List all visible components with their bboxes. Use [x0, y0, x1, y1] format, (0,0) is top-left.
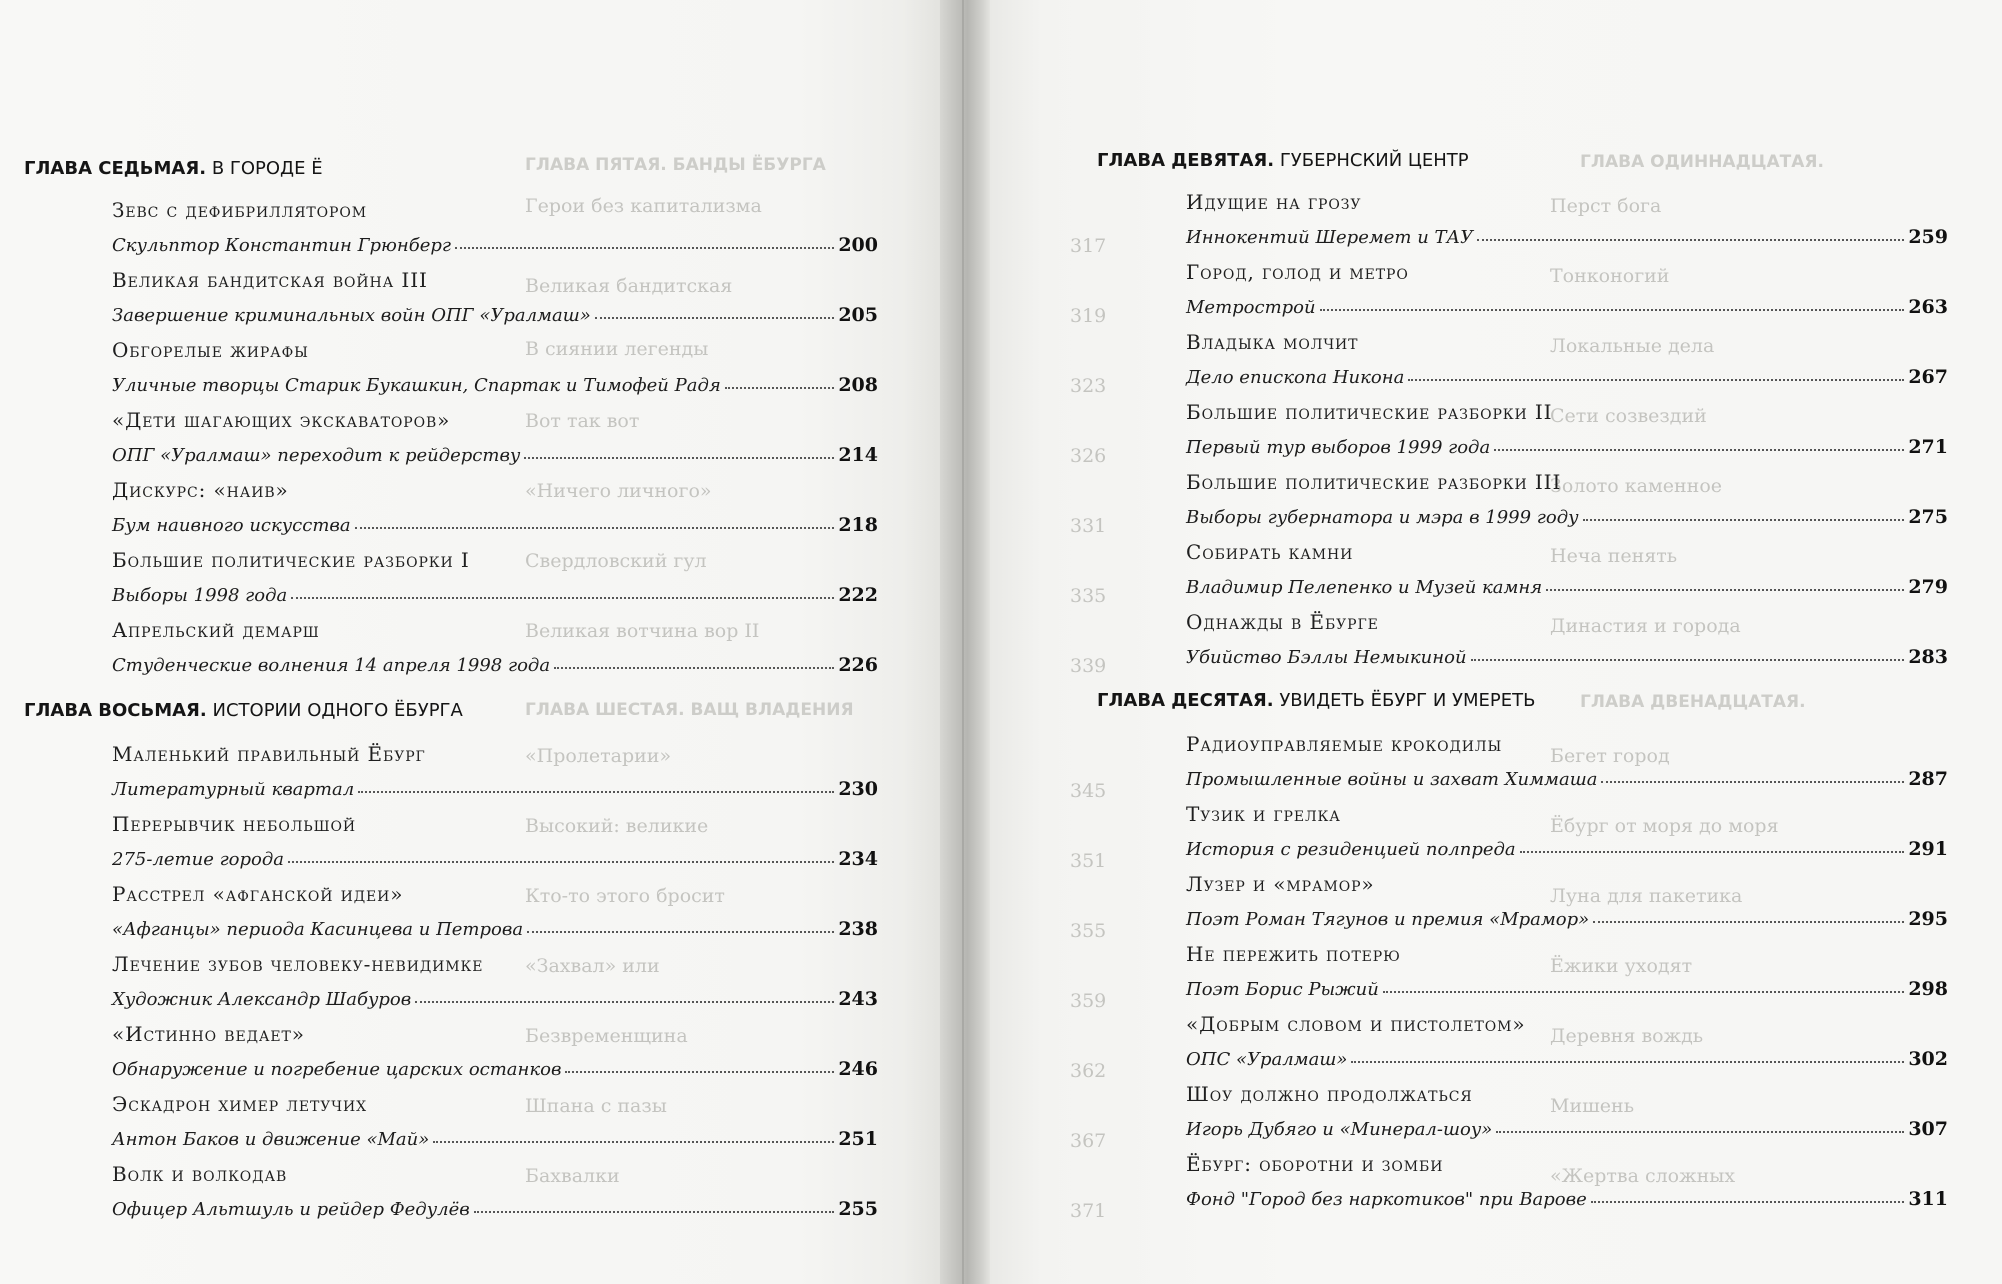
- show-through-text: 355: [1070, 920, 1107, 942]
- entry-subtitle: Поэт Роман Тягунов и премия «Мрамор»: [1186, 909, 1590, 930]
- page-number: 295: [1908, 908, 1948, 930]
- toc-entry[interactable]: [1186, 730, 1948, 790]
- leader-dots: [1477, 239, 1904, 241]
- show-through-text: Перст бога: [1550, 195, 1662, 217]
- entry-subtitle: ОПГ «Уралмаш» переходит к рейдерству: [112, 445, 521, 466]
- chapter-title: В ГОРОДЕ Ё: [211, 158, 323, 179]
- show-through-text: Локальные дела: [1550, 335, 1715, 357]
- toc-entry[interactable]: [112, 266, 878, 326]
- toc-entry[interactable]: [112, 880, 878, 940]
- page-number: 234: [838, 848, 878, 870]
- entry-title: Зевс с дефибриллятором: [112, 198, 367, 222]
- entry-subtitle: Игорь Дубяго и «Минерал-шоу»: [1186, 1119, 1493, 1140]
- page-number: 267: [1908, 366, 1948, 388]
- entry-subtitle: Убийство Бэллы Немыкиной: [1186, 647, 1467, 668]
- show-through-text: 367: [1070, 1130, 1107, 1152]
- show-through-text: Ёжики уходят: [1550, 955, 1693, 977]
- show-through-text: 326: [1070, 445, 1107, 467]
- page-number: 208: [838, 374, 878, 396]
- entry-subtitle: «Афганцы» периода Касинцева и Петрова: [112, 919, 524, 940]
- entry-title: Эскадрон химер летучих: [112, 1092, 367, 1116]
- leader-dots: [1383, 991, 1905, 993]
- show-through-text: 345: [1070, 780, 1107, 802]
- show-through-text: Золото каменное: [1550, 475, 1723, 497]
- page-number: 246: [838, 1058, 878, 1080]
- entry-title: Маленький правильный Ёбург: [112, 742, 426, 766]
- entry-subtitle: Литературный квартал: [112, 779, 355, 800]
- show-through-text: Безвременщина: [525, 1025, 688, 1047]
- show-through-text: Династия и города: [1550, 615, 1741, 637]
- page-number: 238: [838, 918, 878, 940]
- show-through-text: Свердловский гул: [525, 550, 707, 572]
- entry-title: Дискурс: «наив»: [112, 478, 289, 502]
- page-number: 259: [1908, 226, 1948, 248]
- entry-title: Обгорелые жирафы: [112, 338, 309, 362]
- leader-dots: [1546, 589, 1904, 591]
- entry-title: «Добрым словом и пистолетом»: [1186, 1012, 1526, 1036]
- toc-entry[interactable]: [112, 196, 878, 256]
- entry-title: Собирать камни: [1186, 540, 1354, 564]
- page-number: 283: [1908, 646, 1948, 668]
- left-page: [0, 0, 940, 1284]
- entry-title: Апрельский демарш: [112, 618, 320, 642]
- entry-title: Большие политические разборки II: [1186, 400, 1553, 424]
- entry-subtitle: Выборы 1998 года: [112, 585, 288, 606]
- entry-subtitle: Художник Александр Шабуров: [112, 989, 412, 1010]
- toc-entry[interactable]: [1186, 870, 1948, 930]
- leader-dots: [288, 861, 834, 863]
- page-number: 214: [838, 444, 878, 466]
- leader-dots: [1408, 379, 1904, 381]
- leader-dots: [1496, 1131, 1904, 1133]
- entry-subtitle: Метрострой: [1186, 297, 1316, 318]
- show-through-text: Тонконогий: [1550, 265, 1670, 287]
- entry-title: Владыка молчит: [1186, 330, 1359, 354]
- leader-dots: [358, 791, 834, 793]
- show-through-text: Мишень: [1550, 1095, 1635, 1117]
- entry-title: Большие политические разборки I: [112, 548, 470, 572]
- show-through-text: 359: [1070, 990, 1107, 1012]
- entry-subtitle: Фонд "Город без наркотиков" при Варове: [1186, 1189, 1587, 1210]
- toc-entry[interactable]: [112, 336, 878, 396]
- entry-subtitle: Скульптор Константин Грюнберг: [112, 235, 451, 256]
- entry-subtitle: 275-летие города: [112, 849, 285, 870]
- entry-title: Расстрел «афганской идеи»: [112, 882, 404, 906]
- entry-title: Город, голод и метро: [1186, 260, 1409, 284]
- entry-subtitle: Владимир Пелепенко и Музей камня: [1186, 577, 1543, 598]
- entry-subtitle: Иннокентий Шеремет и ТАУ: [1186, 227, 1474, 248]
- entry-subtitle: Промышленные войны и захват Химмаша: [1186, 769, 1598, 790]
- chapter-label: ГЛАВА ДЕСЯТАЯ.: [1097, 690, 1274, 711]
- leader-dots: [565, 1071, 834, 1073]
- page-number: 243: [838, 988, 878, 1010]
- leader-dots: [1320, 309, 1905, 311]
- show-through-text: «Пролетарии»: [525, 745, 672, 767]
- page-number: 263: [1908, 296, 1948, 318]
- show-through-text: Шпана с пазы: [525, 1095, 667, 1117]
- toc-entry[interactable]: [1186, 1010, 1948, 1070]
- toc-entry[interactable]: [1186, 328, 1948, 388]
- leader-dots: [1494, 449, 1904, 451]
- entry-subtitle: Студенческие волнения 14 апреля 1998 года: [112, 655, 551, 676]
- show-through-text: ГЛАВА ПЯТАЯ. БАНДЫ ЁБУРГА: [525, 155, 826, 175]
- show-through-text: Ёбург от моря до моря: [1550, 815, 1779, 837]
- show-through-text: ГЛАВА ШЕСТАЯ. ВАЩ ВЛАДЕНИЯ: [525, 700, 854, 720]
- leader-dots: [1471, 659, 1905, 661]
- page-number: 226: [838, 654, 878, 676]
- entry-title: Лечение зубов человеку-невидимке: [112, 952, 484, 976]
- leader-dots: [1520, 851, 1905, 853]
- leader-dots: [1601, 781, 1904, 783]
- toc-entry[interactable]: [1186, 398, 1948, 458]
- entry-subtitle: Обнаружение и погребение царских останков: [112, 1059, 562, 1080]
- entry-subtitle: Дело епископа Никона: [1186, 367, 1405, 388]
- show-through-text: 317: [1070, 235, 1107, 257]
- toc-entry[interactable]: [112, 406, 878, 466]
- show-through-text: Бегет город: [1550, 745, 1670, 767]
- toc-entry[interactable]: [112, 1090, 878, 1150]
- entry-title: Лузер и «мрамор»: [1186, 872, 1375, 896]
- show-through-text: Герои без капитализма: [525, 195, 762, 217]
- show-through-text: Кто-то этого бросит: [525, 885, 725, 907]
- entry-title: Однажды в Ёбурге: [1186, 610, 1379, 634]
- show-through-text: «Жертва сложных: [1550, 1165, 1736, 1187]
- page-number: 230: [838, 778, 878, 800]
- chapter-label: ГЛАВА ВОСЬМАЯ.: [24, 700, 207, 721]
- entry-title: Тузик и грелка: [1186, 802, 1341, 826]
- page-number: 218: [838, 514, 878, 536]
- page-number: 255: [838, 1198, 878, 1220]
- show-through-text: ГЛАВА ДВЕНАДЦАТАЯ.: [1580, 692, 1806, 712]
- entry-subtitle: Поэт Борис Рыжий: [1186, 979, 1379, 1000]
- entry-title: «Дети шагающих экскаваторов»: [112, 408, 451, 432]
- toc-entry[interactable]: [1186, 1080, 1948, 1140]
- chapter-heading: [1097, 150, 1469, 171]
- show-through-text: Бахвалки: [525, 1165, 620, 1187]
- leader-dots: [291, 597, 834, 599]
- page-number: 287: [1908, 768, 1948, 790]
- show-through-text: 335: [1070, 585, 1107, 607]
- show-through-text: ГЛАВА ОДИННАДЦАТАЯ.: [1580, 152, 1824, 172]
- chapter-heading: [1097, 690, 1535, 711]
- chapter-heading: [24, 700, 463, 721]
- page-number: 275: [1908, 506, 1948, 528]
- page-number: 200: [838, 234, 878, 256]
- show-through-text: Деревня вождь: [1550, 1025, 1704, 1047]
- entry-title: «Истинно ведает»: [112, 1022, 305, 1046]
- entry-subtitle: Антон Баков и движение «Май»: [112, 1129, 430, 1150]
- chapter-title: УВИДЕТЬ ЁБУРГ И УМЕРЕТЬ: [1279, 690, 1536, 711]
- show-through-text: 339: [1070, 655, 1107, 677]
- page-number: 251: [838, 1128, 878, 1150]
- entry-title: Радиоуправляемые крокодилы: [1186, 732, 1503, 756]
- page-number: 279: [1908, 576, 1948, 598]
- toc-entry[interactable]: [1186, 538, 1948, 598]
- page-number: 298: [1908, 978, 1948, 1000]
- entry-subtitle: Завершение криминальных войн ОПГ «Уралмаш»: [112, 305, 591, 326]
- toc-entry[interactable]: [1186, 940, 1948, 1000]
- right-page: [990, 0, 2002, 1284]
- toc-entry[interactable]: [112, 1020, 878, 1080]
- page-number: 205: [838, 304, 878, 326]
- entry-subtitle: ОПС «Уралмаш»: [1186, 1049, 1348, 1070]
- toc-entry[interactable]: [112, 616, 878, 676]
- toc-entry[interactable]: [1186, 800, 1948, 860]
- chapter-label: ГЛАВА СЕДЬМАЯ.: [24, 158, 207, 179]
- page-number: 307: [1908, 1118, 1948, 1140]
- show-through-text: Великая бандитская: [525, 275, 733, 297]
- toc-entry[interactable]: [1186, 608, 1948, 668]
- leader-dots: [1583, 519, 1905, 521]
- show-through-text: Великая вотчина вор II: [525, 620, 760, 642]
- chapter-title: ГУБЕРНСКИЙ ЦЕНТР: [1279, 150, 1469, 171]
- leader-dots: [455, 247, 834, 249]
- gutter-shadow-line: [962, 0, 964, 1284]
- leader-dots: [725, 387, 835, 389]
- entry-title: Не пережить потерю: [1186, 942, 1401, 966]
- toc-entry[interactable]: [1186, 468, 1948, 528]
- entry-subtitle: Первый тур выборов 1999 года: [1186, 437, 1491, 458]
- entry-title: Шоу должно продолжаться: [1186, 1082, 1473, 1106]
- toc-entry[interactable]: [112, 1160, 878, 1220]
- entry-subtitle: История с резиденцией полпреда: [1186, 839, 1516, 860]
- leader-dots: [527, 931, 834, 933]
- show-through-text: «Ничего личного»: [525, 480, 712, 502]
- toc-entry[interactable]: [112, 810, 878, 870]
- leader-dots: [524, 457, 834, 459]
- chapter-title: ИСТОРИИ ОДНОГО ЁБУРГА: [212, 700, 463, 721]
- show-through-text: Неча пенять: [1550, 545, 1678, 567]
- chapter-heading: [24, 158, 323, 179]
- page-number: 311: [1908, 1188, 1948, 1210]
- book-spine-gutter: [940, 0, 990, 1284]
- show-through-text: 319: [1070, 305, 1107, 327]
- toc-entry[interactable]: [112, 740, 878, 800]
- leader-dots: [1351, 1061, 1904, 1063]
- toc-entry[interactable]: [112, 476, 878, 536]
- leader-dots: [474, 1211, 835, 1213]
- entry-title: Идущие на грозу: [1186, 190, 1362, 214]
- page-number: 222: [838, 584, 878, 606]
- leader-dots: [355, 527, 835, 529]
- page-number: 302: [1908, 1048, 1948, 1070]
- entry-title: Ёбург: оборотни и зомби: [1186, 1152, 1444, 1176]
- show-through-text: Вот так вот: [525, 410, 640, 432]
- show-through-text: «Захвал» или: [525, 955, 660, 977]
- entry-title: Великая бандитская война III: [112, 268, 428, 292]
- chapter-label: ГЛАВА ДЕВЯТАЯ.: [1097, 150, 1275, 171]
- toc-entry[interactable]: [1186, 1150, 1948, 1210]
- entry-subtitle: Выборы губернатора и мэра в 1999 году: [1186, 507, 1579, 528]
- entry-title: Перерывчик небольшой: [112, 812, 356, 836]
- leader-dots: [415, 1001, 834, 1003]
- toc-entry[interactable]: [112, 546, 878, 606]
- show-through-text: 362: [1070, 1060, 1107, 1082]
- toc-entry[interactable]: [1186, 258, 1948, 318]
- show-through-text: Сети созвездий: [1550, 405, 1707, 427]
- leader-dots: [1591, 1201, 1905, 1203]
- page-number: 291: [1908, 838, 1948, 860]
- show-through-text: 323: [1070, 375, 1107, 397]
- toc-entry[interactable]: [1186, 188, 1948, 248]
- entry-subtitle: Бум наивного искусства: [112, 515, 351, 536]
- show-through-text: 351: [1070, 850, 1107, 872]
- show-through-text: 331: [1070, 515, 1107, 537]
- show-through-text: 371: [1070, 1200, 1107, 1222]
- entry-subtitle: Уличные творцы Старик Букашкин, Спартак и Тимофей Радя: [112, 375, 721, 396]
- entry-title: Волк и волкодав: [112, 1162, 288, 1186]
- leader-dots: [433, 1141, 834, 1143]
- page-number: 271: [1908, 436, 1948, 458]
- show-through-text: Луна для пакетика: [1550, 885, 1743, 907]
- leader-dots: [595, 317, 835, 319]
- entry-title: Большие политические разборки III: [1186, 470, 1562, 494]
- show-through-text: В сиянии легенды: [525, 338, 709, 360]
- leader-dots: [1593, 921, 1904, 923]
- show-through-text: Высокий: великие: [525, 815, 709, 837]
- toc-entry[interactable]: [112, 950, 878, 1010]
- leader-dots: [554, 667, 834, 669]
- entry-subtitle: Офицер Альтшуль и рейдер Федулёв: [112, 1199, 470, 1220]
